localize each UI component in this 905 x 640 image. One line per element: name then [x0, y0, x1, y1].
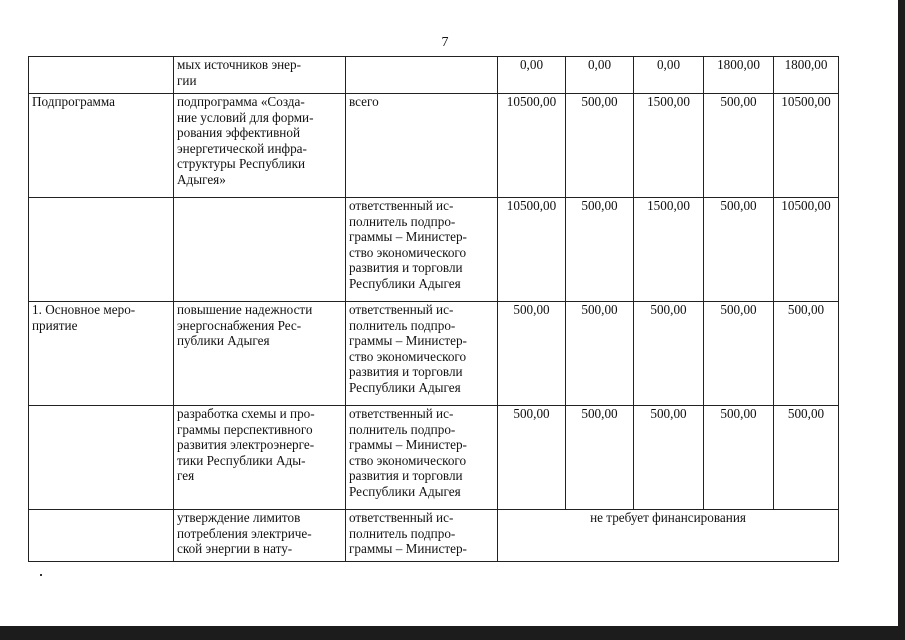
cell-description: утверждение лимитов потребления электриче- ской энергии в нату-: [174, 510, 346, 562]
cell-executor: [346, 57, 498, 94]
cell-value: 10500,00: [498, 198, 566, 302]
cell-value: 10500,00: [774, 94, 839, 198]
scan-speck: [40, 574, 42, 576]
cell-description: [174, 198, 346, 302]
cell-description: мых источников энер- гии: [174, 57, 346, 94]
cell-value: 500,00: [774, 406, 839, 510]
scan-bottom-border: [0, 626, 905, 640]
cell-description: подпрограмма «Созда- ние условий для форми- рования эффективной энергетической инфра- структуры Республики Адыгея»: [174, 94, 346, 198]
cell-status: [29, 57, 174, 94]
table-row: [29, 406, 839, 510]
cell-value: 10500,00: [774, 198, 839, 302]
cell-value: 500,00: [634, 302, 704, 406]
scan-right-border: [898, 0, 905, 640]
cell-value: 500,00: [566, 302, 634, 406]
cell-status: 1. Основное меро- приятие: [29, 302, 174, 406]
cell-executor: ответственный ис- полнитель подпро- граммы – Министер- ство экономического развития и торговли Республики Адыгея: [346, 302, 498, 406]
cell-status: [29, 406, 174, 510]
cell-value: 1800,00: [774, 57, 839, 94]
cell-value: 10500,00: [498, 94, 566, 198]
cell-value: 0,00: [498, 57, 566, 94]
table-row: [29, 57, 839, 94]
cell-status: [29, 198, 174, 302]
cell-value: 0,00: [566, 57, 634, 94]
cell-value: 500,00: [498, 302, 566, 406]
cell-value: 500,00: [704, 302, 774, 406]
cell-value: 500,00: [566, 198, 634, 302]
cell-value: 500,00: [498, 406, 566, 510]
cell-value: 500,00: [634, 406, 704, 510]
cell-value: 1800,00: [704, 57, 774, 94]
cell-value: 500,00: [704, 406, 774, 510]
table-row: [29, 510, 839, 562]
funding-table: [28, 56, 839, 562]
cell-value: 500,00: [704, 94, 774, 198]
cell-value: 0,00: [634, 57, 704, 94]
cell-value: 500,00: [566, 406, 634, 510]
cell-value: 500,00: [774, 302, 839, 406]
cell-status: [29, 510, 174, 562]
cell-value: 1500,00: [634, 94, 704, 198]
table-row: [29, 198, 839, 302]
cell-value: 500,00: [566, 94, 634, 198]
cell-description: разработка схемы и про- граммы перспективного развития электроэнерге- тики Республики Ады- гея: [174, 406, 346, 510]
table-row: [29, 302, 839, 406]
cell-value: 1500,00: [634, 198, 704, 302]
cell-executor: ответственный ис- полнитель подпро- граммы – Министер-: [346, 510, 498, 562]
no-funding-note: не требует финансирования: [498, 510, 839, 562]
cell-executor: ответственный ис- полнитель подпро- граммы – Министер- ство экономического развития и торговли Республики Адыгея: [346, 198, 498, 302]
table-row: [29, 94, 839, 198]
cell-value: 500,00: [704, 198, 774, 302]
cell-description: повышение надежности энергоснабжения Рес- публики Адыгея: [174, 302, 346, 406]
cell-status: Подпрограмма: [29, 94, 174, 198]
cell-executor: ответственный ис- полнитель подпро- граммы – Министер- ство экономического развития и торговли Республики Адыгея: [346, 406, 498, 510]
page-number: 7: [441, 35, 449, 50]
cell-executor: всего: [346, 94, 498, 198]
